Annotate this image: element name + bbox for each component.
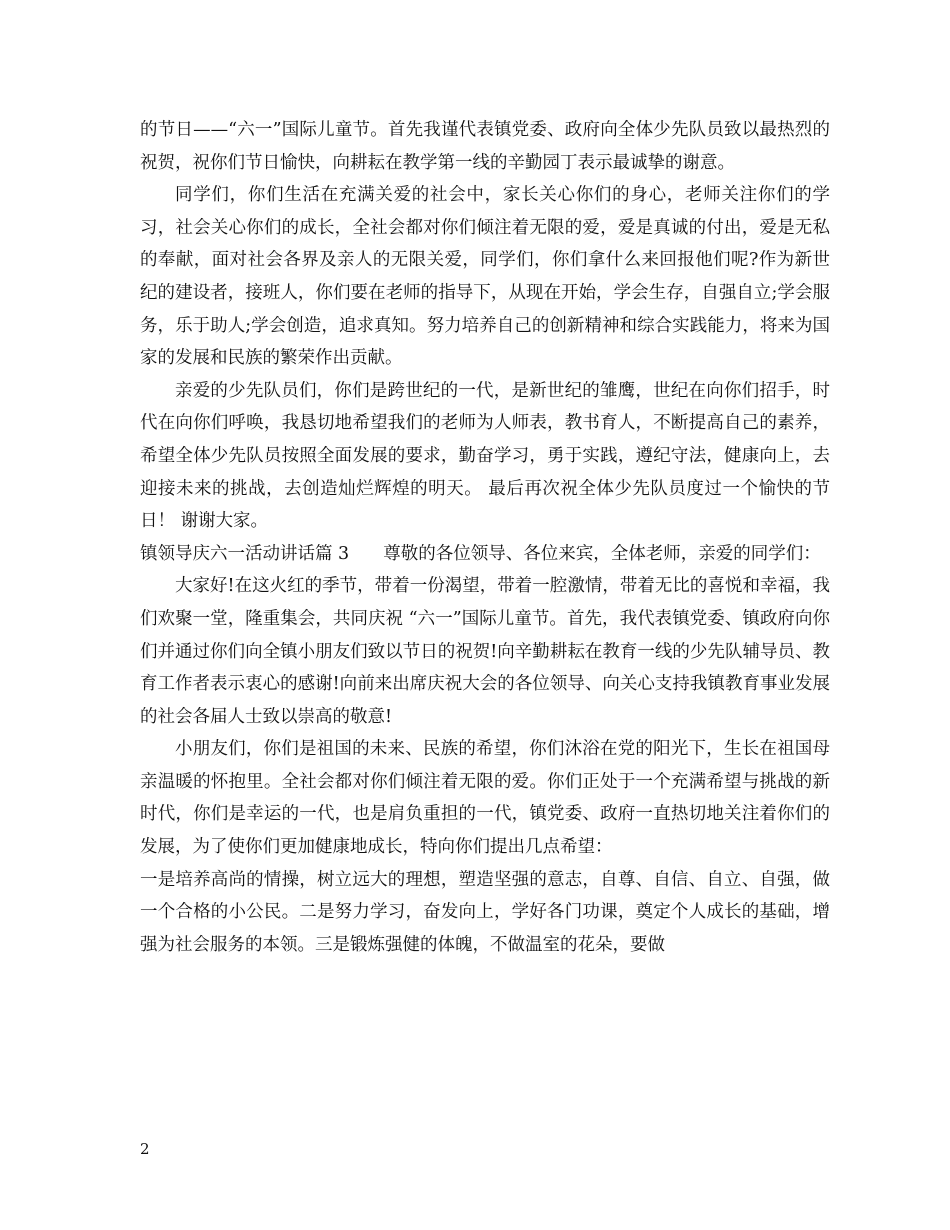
paragraph-hopes-list: 一是培养高尚的情操，树立远大的理想，塑造坚强的意志，自尊、自信、自立、自强，做一个合格的小公民。二是努力学习，奋发向上，学好各门功课，奠定个人成长的基础，增强为社会服务的本领。三是锻炼强健的体魄，不做温室的花朵，要做 — [140, 869, 830, 955]
paragraph-opening-greeting: 大家好!在这火红的季节，带着一份渴望，带着一腔激情，带着无比的喜悦和幸福，我们欢聚一堂，隆重集会，共同庆祝 “六一”国际儿童节。首先，我代表镇党委、镇政府向你们并通过你们向全镇小朋友们致以节日的祝贺!向辛勤耕耘在教育一线的少先队辅导员、教育工作者表示衷心的感谢!向前来出席庆祝大会的各位领导、向关心支持我镇教育事业发展的社会各届人士致以崇高的敬意! — [140, 576, 830, 727]
section-title: 镇领导庆六一活动讲话篇 3 — [140, 543, 350, 564]
paragraph-hopes-intro: 小朋友们，你们是祖国的未来、民族的希望，你们沐浴在党的阳光下，生长在祖国母亲温暖的怀抱里。全社会都对你们倾注着无限的爱。你们正处于一个充满希望与挑战的新时代，你们是幸运的一代，也是肩负重担的一代，镇党委、政府一直热切地关注着你们的发展，为了使你们更加健康地成长，特向你们提出几点希望： — [140, 739, 830, 858]
section-heading — [140, 538, 830, 571]
paragraph-students-care: 同学们，你们生活在充满关爱的社会中，家长关心你们的身心，老师关注你们的学习，社会关心你们的成长，全社会都对你们倾注着无限的爱，爱是真诚的付出，爱是无私的奉献，面对社会各界及亲人的无限关爱，同学们，你们拿什么来回报他们呢?作为新世纪的建设者，接班人，你们要在老师的指导下，从现在开始，学会生存，自强自立;学会服务，乐于助人;学会创造，追求真知。努力培养自己的创新精神和综合实践能力，将来为国家的发展和民族的繁荣作出贡献。 — [140, 185, 830, 369]
paragraph-festival-greeting: 的节日——“六一”国际儿童节。首先我谨代表镇党委、政府向全体少先队员致以最热烈的祝贺，祝你们节日愉快，向耕耘在教学第一线的辛勤园丁表示最诚挚的谢意。 — [140, 120, 830, 173]
paragraph-young-pioneers: 亲爱的少先队员们，你们是跨世纪的一代，是新世纪的雏鹰，世纪在向你们招手，时代在向你们呼唤，我恳切地希望我们的老师为人师表，教书育人，不断提高自己的素养，希望全体少先队员按照全面发展的要求，勤奋学习，勇于实践，遵纪守法，健康向上，去迎接未来的挑战，去创造灿烂辉煌的明天。 最后再次祝全体少先队员度过一个愉快的节日！ 谢谢大家。 — [140, 380, 830, 532]
section-salutation: 尊敬的各位领导、各位来宾，全体老师，亲爱的同学们： — [383, 543, 821, 564]
page-number: 2 — [140, 1140, 150, 1158]
document-body — [140, 114, 830, 961]
